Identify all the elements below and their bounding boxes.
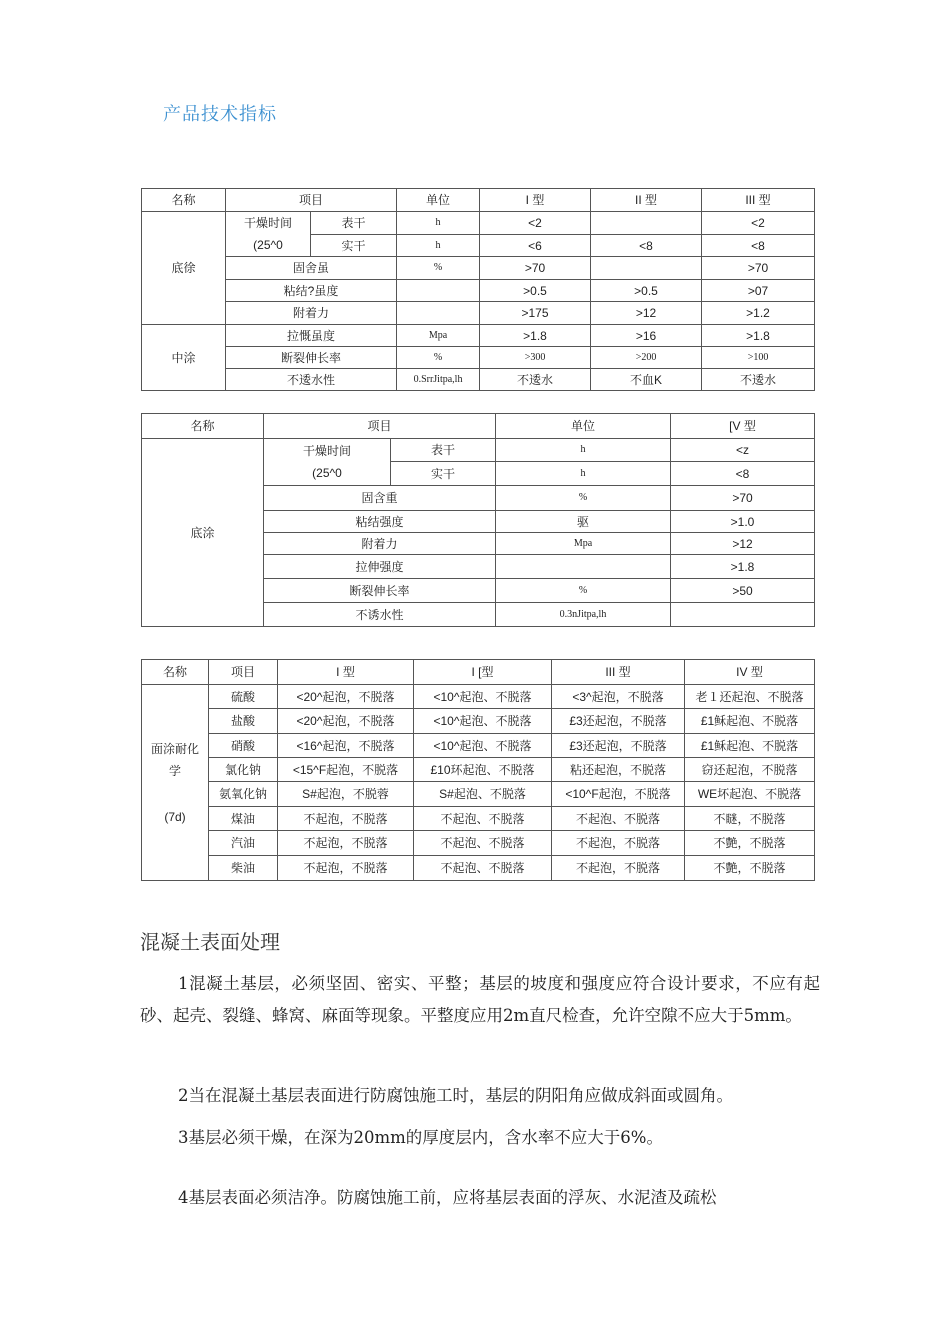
header-name: 名称 — [142, 414, 264, 439]
table-row — [142, 782, 815, 807]
header-type-4: [V 型 — [671, 414, 815, 439]
table-row — [142, 439, 815, 462]
value-cell: >0.5 — [480, 280, 591, 302]
value-cell: 不起泡，不脱落 — [278, 856, 414, 881]
group-label-line-1: 面涂耐化 — [150, 741, 199, 756]
item-cell: 固舍虽 — [226, 257, 397, 280]
value-cell: <3^起泡，不脱落 — [552, 685, 685, 709]
item-cell: 不逶水性 — [226, 369, 397, 391]
unit-cell — [397, 280, 480, 302]
group-label: 中涂 — [142, 325, 226, 391]
table-header-row — [142, 189, 815, 212]
item-cell: 柴油 — [209, 856, 278, 881]
item-cell: 不诱水性 — [264, 603, 496, 627]
value-cell: 不艶，不脱落 — [685, 831, 815, 856]
item-cell: 硝酸 — [209, 734, 278, 758]
value-cell: WE坏起泡、不脱落 — [685, 782, 815, 807]
value-cell: <8 — [702, 235, 815, 257]
header-name: 名称 — [142, 660, 209, 685]
value-cell: >70 — [671, 486, 815, 511]
value-cell: 不起泡，不脱落 — [278, 831, 414, 856]
value-cell: >12 — [591, 302, 702, 325]
value-cell: <8 — [671, 462, 815, 486]
paragraph-text: 2当在混凝土基层表面进行防腐蚀施工时，基层的阴阳角应做成斜面或圆角。 — [178, 1086, 733, 1105]
value-cell: >0.5 — [591, 280, 702, 302]
paragraph-text: 3基层必须干燥，在深为20mm的厚度层内，含水率不应大于6%。 — [178, 1128, 663, 1147]
value-cell: <10^起泡、不脱落 — [414, 734, 552, 758]
value-cell: >100 — [702, 347, 815, 369]
header-item: 项目 — [209, 660, 278, 685]
table-row — [142, 369, 815, 391]
unit-cell: h — [496, 439, 671, 462]
item-cell: 附着力 — [226, 302, 397, 325]
table-row — [142, 685, 815, 709]
value-cell: S#起泡，不脱蓉 — [278, 782, 414, 807]
header-name: 名称 — [142, 189, 226, 212]
value-cell: >16 — [591, 325, 702, 347]
group-label-line-2: 学 — [168, 763, 181, 778]
value-cell — [591, 212, 702, 235]
table-header-row — [142, 414, 815, 439]
sub-item: 表干 — [311, 212, 397, 235]
value-cell: >300 — [480, 347, 591, 369]
unit-cell: % — [397, 347, 480, 369]
value-cell: 窃还起泡，不脱落 — [685, 758, 815, 782]
value-cell: 不逶水 — [702, 369, 815, 391]
dry-time-label — [226, 212, 311, 257]
item-cell: 氨氧化钠 — [209, 782, 278, 807]
chemical-resistance-table — [141, 659, 815, 881]
value-cell: 不艶，不脱落 — [685, 856, 815, 881]
value-cell: <10^F起泡，不脱落 — [552, 782, 685, 807]
group-label: 底涂 — [142, 439, 264, 627]
unit-cell: % — [397, 257, 480, 280]
value-cell: <20^起泡，不脱落 — [278, 685, 414, 709]
value-cell: £3还起泡，不脱落 — [552, 709, 685, 734]
item-cell: 拉慨虽度 — [226, 325, 397, 347]
header-item: 项目 — [264, 414, 496, 439]
value-cell: 不起泡、不脱落 — [414, 831, 552, 856]
item-cell: 拉伸强度 — [264, 555, 496, 579]
unit-cell: 0.SrrJitpa,lh — [397, 369, 480, 391]
spec-table-1 — [141, 188, 815, 391]
sub-item: 实干 — [311, 235, 397, 257]
table-row — [142, 325, 815, 347]
unit-cell: 0.3nJitpa,lh — [496, 603, 671, 627]
table-row — [142, 280, 815, 302]
value-cell: <6 — [480, 235, 591, 257]
value-cell: 不起泡，不脱落 — [552, 856, 685, 881]
value-cell: <z — [671, 439, 815, 462]
value-cell: <2 — [702, 212, 815, 235]
table-row — [142, 807, 815, 831]
value-cell — [671, 603, 815, 627]
table-row — [142, 257, 815, 280]
header-type-2: II 型 — [591, 189, 702, 212]
item-cell: 断裂伸长率 — [264, 579, 496, 603]
group-label — [142, 685, 209, 881]
value-cell: >50 — [671, 579, 815, 603]
group-label-line-3: (7d) — [164, 809, 186, 824]
value-cell: <16^起泡，不脱落 — [278, 734, 414, 758]
value-cell: <2 — [480, 212, 591, 235]
unit-cell: Mpa — [397, 325, 480, 347]
item-cell: 硫酸 — [209, 685, 278, 709]
item-cell: 附着力 — [264, 533, 496, 555]
value-cell: >12 — [671, 533, 815, 555]
value-cell: <15^F起泡，不脱落 — [278, 758, 414, 782]
value-cell: S#起泡、不脱落 — [414, 782, 552, 807]
dry-time-temp: (25^0 — [312, 466, 342, 480]
spec-table-2 — [141, 413, 815, 627]
value-cell: >1.2 — [702, 302, 815, 325]
table-row — [142, 212, 815, 235]
value-cell: 不起泡、不脱落 — [414, 856, 552, 881]
value-cell: >1.0 — [671, 511, 815, 533]
value-cell: £10环起泡、不脱落 — [414, 758, 552, 782]
item-cell: 粘结?虽度 — [226, 280, 397, 302]
header-unit: 单位 — [397, 189, 480, 212]
dry-time-temp: (25^0 — [253, 238, 283, 252]
value-cell: 不起泡、不脱落 — [414, 807, 552, 831]
dry-time-text: 干燥时间 — [243, 216, 292, 230]
paragraph-text: 4基层表面必须洁净。防腐蚀施工前，应将基层表面的浮灰、水泥渣及疏松 — [178, 1188, 717, 1207]
item-cell: 断裂伸长率 — [226, 347, 397, 369]
value-cell: £1稣起泡、不脱落 — [685, 734, 815, 758]
value-cell: 不起泡、不脱落 — [552, 807, 685, 831]
value-cell: >70 — [480, 257, 591, 280]
unit-cell: h — [397, 212, 480, 235]
value-cell: >70 — [702, 257, 815, 280]
value-cell: <10^起泡、不脱落 — [414, 709, 552, 734]
header-type-3: III 型 — [552, 660, 685, 685]
paragraph-4 — [140, 1182, 820, 1214]
header-type-2: I [型 — [414, 660, 552, 685]
paragraph-2 — [140, 1080, 820, 1112]
value-cell: 粘还起泡，不脱落 — [552, 758, 685, 782]
table-row — [142, 709, 815, 734]
header-type-4: IV 型 — [685, 660, 815, 685]
section-heading: 混凝土表面处理 — [140, 930, 280, 954]
unit-cell: Mpa — [496, 533, 671, 555]
value-cell: 不起泡，不脱落 — [552, 831, 685, 856]
value-cell: >200 — [591, 347, 702, 369]
unit-cell: h — [496, 462, 671, 486]
header-unit: 单位 — [496, 414, 671, 439]
value-cell: 不瞇，不脱落 — [685, 807, 815, 831]
value-cell: <10^起泡、不脱落 — [414, 685, 552, 709]
value-cell: 老１还起泡、不脱落 — [685, 685, 815, 709]
value-cell: >175 — [480, 302, 591, 325]
table-row — [142, 831, 815, 856]
item-cell: 盐酸 — [209, 709, 278, 734]
unit-cell — [496, 555, 671, 579]
header-type-1: I 型 — [480, 189, 591, 212]
paragraph-1 — [140, 968, 820, 1032]
table-row — [142, 347, 815, 369]
unit-cell — [397, 302, 480, 325]
unit-cell: 驱 — [496, 511, 671, 533]
value-cell: 不血K — [591, 369, 702, 391]
header-type-3: III 型 — [702, 189, 815, 212]
value-cell: 不起泡，不脱落 — [278, 807, 414, 831]
section-title: 产品技术指标 — [163, 104, 277, 125]
sub-item: 实干 — [391, 462, 496, 486]
item-cell: 粘结强度 — [264, 511, 496, 533]
table-row — [142, 758, 815, 782]
paragraph-text: 1混凝土基层，必须坚固、密实、平整；基层的坡度和强度应符合设计要求，不应有起砂、起壳、裂缝、蜂窝、麻面等现象。平整度应用2m直尺检查，允许空隙不应大于5mm。 — [140, 974, 820, 1025]
item-cell: 煤油 — [209, 807, 278, 831]
value-cell: 不逶水 — [480, 369, 591, 391]
table-row — [142, 302, 815, 325]
unit-cell: % — [496, 486, 671, 511]
value-cell: >07 — [702, 280, 815, 302]
paragraph-3 — [140, 1122, 820, 1154]
group-label: 底徐 — [142, 212, 226, 325]
value-cell: £1稣起泡、不脱落 — [685, 709, 815, 734]
table-header-row — [142, 660, 815, 685]
value-cell — [591, 257, 702, 280]
value-cell: £3还起泡，不脱落 — [552, 734, 685, 758]
header-type-1: I 型 — [278, 660, 414, 685]
item-cell: 汽油 — [209, 831, 278, 856]
value-cell: <20^起泡，不脱落 — [278, 709, 414, 734]
item-cell: 氯化钠 — [209, 758, 278, 782]
table-row — [142, 734, 815, 758]
value-cell: >1.8 — [480, 325, 591, 347]
unit-cell: h — [397, 235, 480, 257]
dry-time-label — [264, 439, 391, 486]
sub-item: 表干 — [391, 439, 496, 462]
item-cell: 固含重 — [264, 486, 496, 511]
value-cell: <8 — [591, 235, 702, 257]
dry-time-text: 干燥时间 — [302, 444, 351, 458]
unit-cell: % — [496, 579, 671, 603]
header-item: 项目 — [226, 189, 397, 212]
value-cell: >1.8 — [702, 325, 815, 347]
value-cell: >1.8 — [671, 555, 815, 579]
table-row — [142, 856, 815, 881]
